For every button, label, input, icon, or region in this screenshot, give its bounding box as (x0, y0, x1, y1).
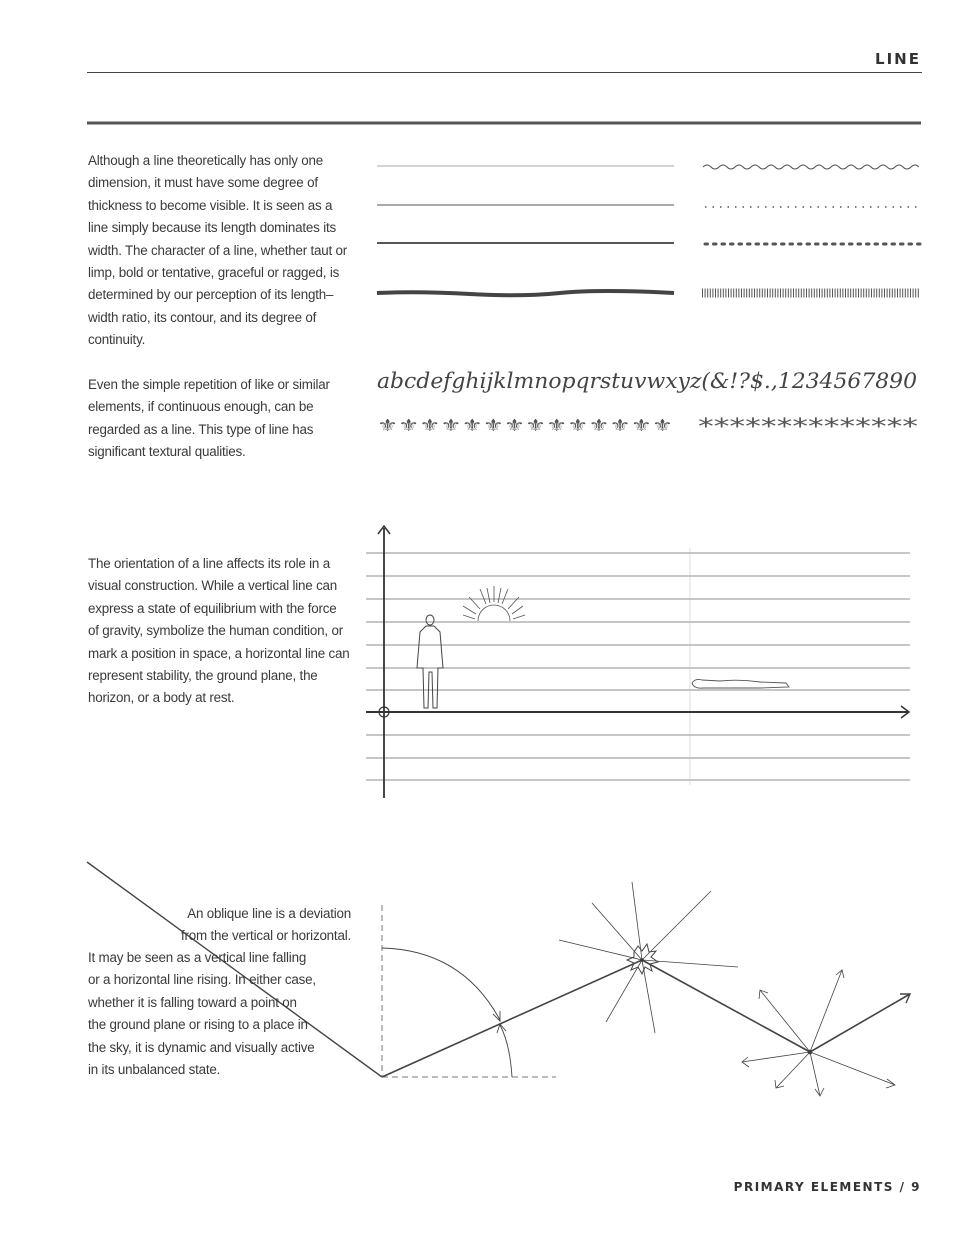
reclining-figure (692, 679, 789, 688)
page-folio: PRIMARY ELEMENTS / 9 (733, 1180, 921, 1194)
starburst (559, 882, 738, 1033)
asterisk-sample: ************** (698, 415, 918, 440)
arrow-burst (742, 970, 895, 1096)
rotation-arc-down (382, 948, 500, 1020)
horizontal-guides (366, 553, 910, 780)
standing-figure (417, 615, 443, 708)
paragraph-line-orientation: The orientation of a line affects its role in a visual construction. While a vertical line can express a state of equilibrium with the force of gravity, symbolize the human condition, or mark a position in space, a horizontal line can represent stability, the ground plane, the horizon, or a body at rest. (88, 556, 350, 706)
section-title: LINE (875, 50, 921, 68)
falling-line-2 (642, 960, 810, 1052)
alphabet-sample: abcdefghijklmnopqrstuvwxyz(&!?$.,1234567890 (377, 369, 917, 393)
oblique-caption: An oblique line is a deviation from the vertical or horizontal. (181, 906, 351, 944)
rising-line-1 (382, 960, 642, 1077)
orientation-diagram (366, 526, 910, 798)
paragraph-line-thickness: Although a line theoretically has only one dimension, it must have some degree of thickness to become visible. It is seen as a line simply because its length dominates its width. The character of a line, whether taut or limp, bold or tentative, graceful or ragged, is determined by our perception of its length–width ratio, its contour, and its degree of continuity. (88, 153, 348, 348)
rising-line-2 (810, 994, 910, 1052)
line-thickness-samples (377, 166, 674, 295)
paragraph-line-repetition: Even the simple repetition of like or similar elements, if continuous enough, can be regarded as a line. This type of line has significant textural qualities. (88, 377, 330, 460)
rotation-arc-up (500, 1025, 512, 1077)
paragraph-oblique-line: It may be seen as a vertical line falling or a horizontal line rising. In either case, whether it is falling toward a point on the ground plane or rising to a place in the sky, it is dynamic and visually active in its unbalanced state. (88, 950, 316, 1078)
line-character-samples (702, 165, 920, 293)
wavy-line (703, 165, 919, 169)
fleur-sample: ⚜⚜⚜⚜⚜⚜⚜⚜⚜⚜⚜⚜⚜⚜ (377, 416, 673, 436)
setting-sun (463, 586, 525, 621)
